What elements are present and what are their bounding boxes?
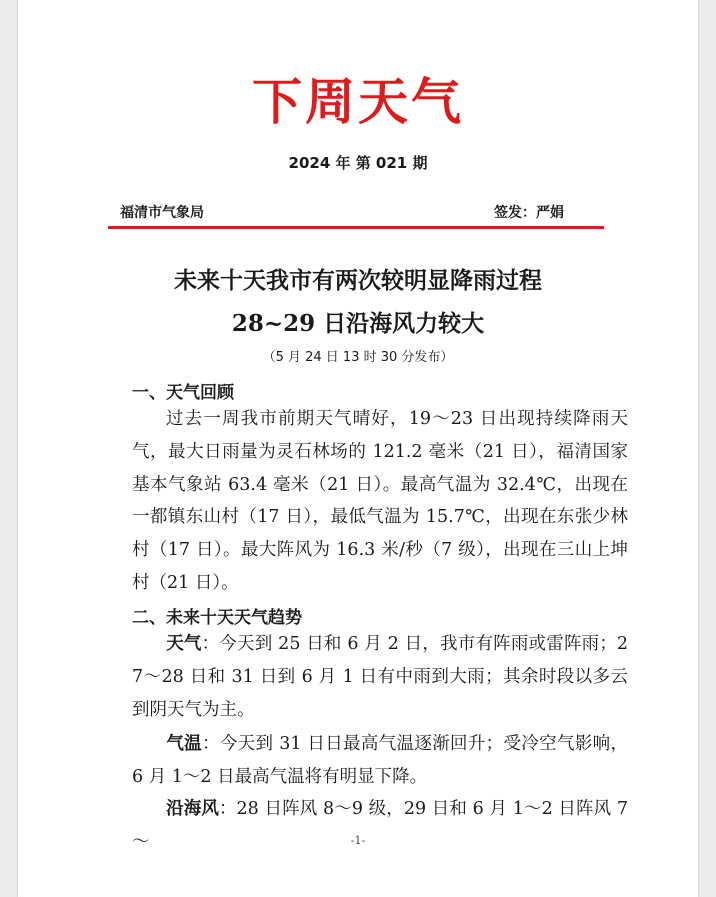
red-divider-rule [108, 226, 604, 229]
release-time: （5 月 24 日 13 时 30 分发布） [262, 350, 454, 365]
forecast-temperature-label: 气温 [166, 734, 202, 754]
section-heading-ten-day-trend: 二、未来十天天气趋势 [132, 608, 302, 628]
masthead-title: 下周天气 [252, 73, 464, 131]
signer: 签发：严娟 [494, 205, 564, 221]
page-number: -1- [350, 834, 366, 847]
headline-line-1: 未来十天我市有两次较明显降雨过程 [174, 267, 542, 294]
issuing-organization: 福清市气象局 [120, 205, 204, 221]
forecast-wind-label: 沿海风 [166, 799, 219, 819]
weather-review-paragraph: 过去一周我市前期天气晴好，19～23 日出现持续降雨天气，最大日雨量为灵石林场的 121.2 毫米（21 日），福清国家基本气象站 63.4 毫米（21 日）。最高气温为 32.4℃，出现在一都镇东山村（17 日），最低气温为 15.7℃，出现在东张少林村（17 日）。最大阵风为 16.3 米/秒（7 级），出现在三山上坤村（21 日）。 [132, 409, 628, 593]
forecast-weather-paragraph [132, 628, 628, 726]
headline-line-2: 28~29 日沿海风力较大 [231, 310, 485, 337]
document-page [18, 0, 698, 897]
issue-number: 2024 年 第 021 期 [288, 154, 428, 172]
section-heading-weather-review: 一、天气回顾 [132, 383, 234, 403]
forecast-wind-paragraph [132, 793, 628, 859]
forecast-temperature-paragraph [132, 728, 628, 794]
forecast-wind-text: ：28 日阵风 8～9 级，29 日和 6 月 1～2 日阵风 7～ [132, 799, 629, 852]
forecast-temperature-text: ：今天到 31 日日最高气温逐渐回升；受冷空气影响，6 月 1～2 日最高气温将有明显下降。 [132, 734, 628, 787]
forecast-weather-text: ：今天到 25 日和 6 月 2 日，我市有阵雨或雷阵雨；27～28 日和 31 日到 6 月 1 日有中雨到大雨；其余时段以多云到阴天气为主。 [132, 634, 629, 720]
forecast-weather-label: 天气 [166, 634, 202, 654]
issuer-row [118, 202, 576, 224]
